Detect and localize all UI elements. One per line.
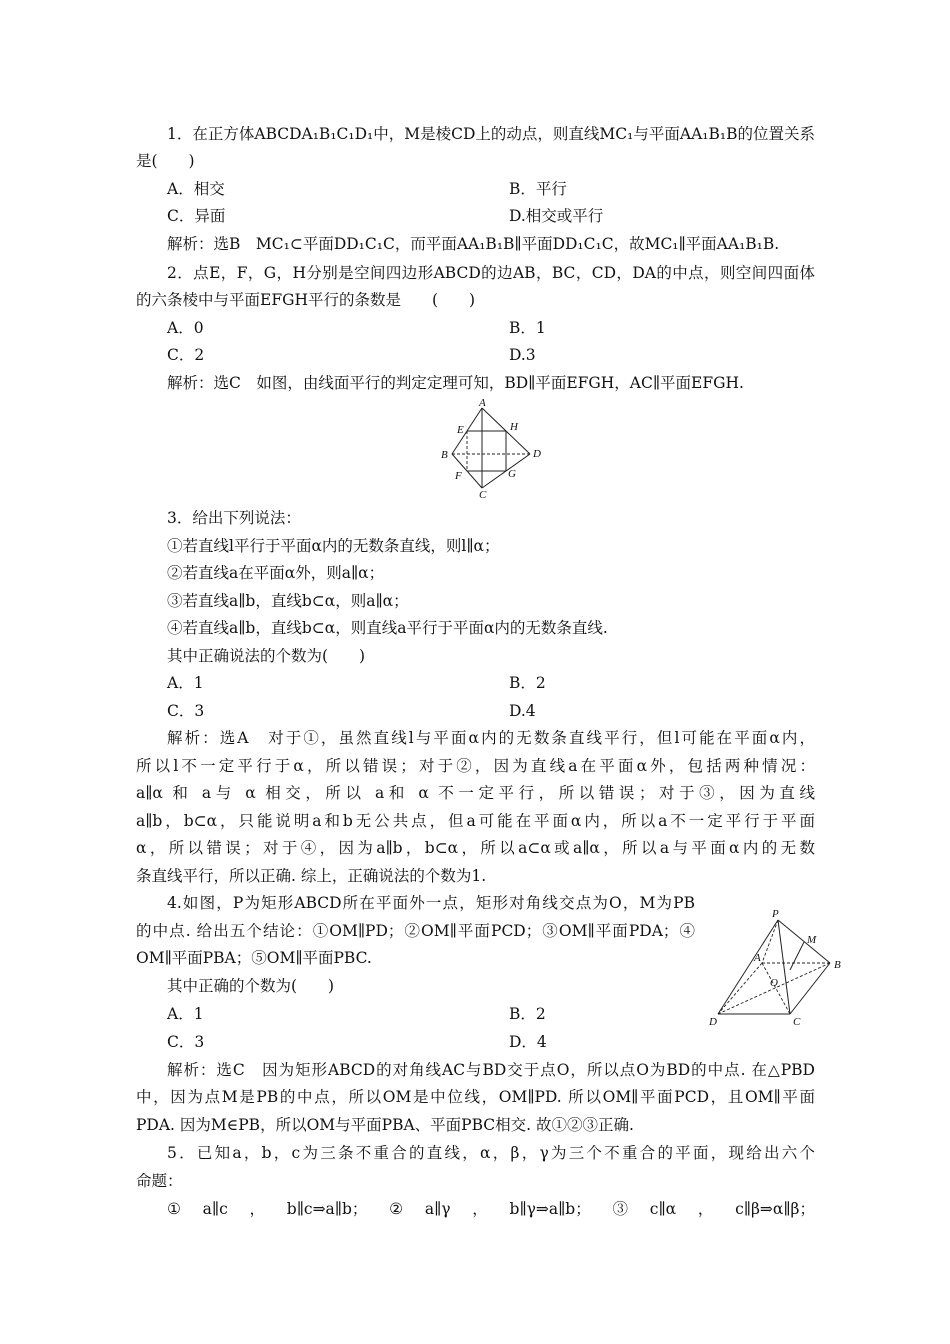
q1-option-b: B．平行 [509,180,567,198]
q4-stem-line2: 的中点. 给出五个结论：①OM∥PD；②OM∥平面PCD；③OM∥平面PDA；④ [136,922,695,940]
q3-solution-line2: 所以l不一定平行于α，所以错误；对于②，因为直线a在平面α外，包括两种情况： [136,757,815,775]
q4-fig-label-b: B [834,959,841,971]
q1-stem-line2: 是( ) [136,152,195,170]
q3-statement-1: ①若直线l平行于平面α内的无数条直线，则l∥α； [167,537,500,555]
q4-stem-line1: 4.如图，P为矩形ABCD所在平面外一点，矩形对角线交点为O，M为PB [167,894,695,912]
q3-statement-3: ③若直线a∥b，直线b⊂α，则a∥α； [167,592,409,610]
q4-fig-label-d: D [709,1016,717,1028]
q5-propositions-line: ①a∥c，b∥c⇒a∥b；②a∥γ，b∥γ⇒a∥b；③c∥α，c∥β⇒α∥β； [167,1200,815,1218]
q1-option-a: A．相交 [167,180,225,198]
q3-statement-4: ④若直线a∥b，直线b⊂α，则直线a平行于平面α内的无数条直线. [167,619,608,637]
q2-option-d: D.3 [509,346,536,364]
q2-fig-label-d: D [533,448,541,460]
q2-fig-label-a: A [479,397,486,409]
q4-pyramid-figure [706,906,854,1028]
q3-solution-line4: a∥b，b⊂α，只能说明a和b无公共点，但a可能在平面α内，所以a不一定平行于平面 [136,812,815,830]
q1-option-c: C．异面 [167,207,226,225]
q2-fig-label-e: E [457,424,464,436]
q2-tetrahedron-figure [436,396,548,500]
q1-stem-line1: 1．在正方体ABCDA₁B₁C₁D₁中，M是棱CD上的动点，则直线MC₁与平面AA₁B₁B的位置关系 [167,125,815,143]
q3-option-b: B．2 [509,674,546,692]
q3-stem: 3．给出下列说法： [167,509,301,527]
q3-question: 其中正确说法的个数为( ) [167,647,366,665]
q2-fig-label-b: B [441,449,448,461]
q2-fig-label-f: F [455,470,462,482]
q4-fig-label-p: P [772,908,779,920]
q3-solution-line6: 条直线平行，所以正确. 综上，正确说法的个数为1. [136,867,487,885]
q2-stem-line2: 的六条棱中与平面EFGH平行的条数是 ( ) [136,291,476,309]
q5-stem-line2: 命题： [136,1172,183,1190]
q2-stem-line1: 2．点E，F，G，H分别是空间四边形ABCD的边AB，BC，CD，DA的中点，则空间四面体 [167,264,815,282]
q3-solution-line1: 解析：选A 对于①，虽然直线l与平面α内的无数条直线平行，但l可能在平面α内， [167,729,815,747]
q3-statement-2: ②若直线a在平面α外，则a∥α； [167,564,385,582]
q4-question: 其中正确的个数为( ) [167,977,335,995]
q4-fig-label-c: C [793,1016,801,1028]
q1-solution: 解析：选B MC₁⊂平面DD₁C₁C，而平面AA₁B₁B∥平面DD₁C₁C，故MC₁∥平面AA₁B₁B. [167,235,780,253]
q4-fig-label-a: A [754,952,761,964]
q2-fig-label-c: C [479,489,487,500]
q4-stem-line3: OM∥平面PBA；⑤OM∥平面PBC. [136,949,372,967]
q3-option-d: D.4 [509,702,536,720]
q4-option-c: C．3 [167,1033,205,1051]
q2-fig-label-g: G [508,468,516,480]
q3-solution-line5: α，所以错误；对于④，因为a∥b，b⊂α，所以a⊂α或a∥α，所以a与平面α内的无数 [136,839,815,857]
q4-solution-line3: PDA. 因为M∈PB，所以OM与平面PBA、平面PBC相交. 故①②③正确. [136,1116,634,1134]
q3-option-c: C．3 [167,702,205,720]
q4-option-a: A．1 [167,1005,204,1023]
q4-solution-line2: 中，因为点M是PB的中点，所以OM是中位线，OM∥PD. 所以OM∥平面PCD，且OM∥平面 [136,1088,815,1106]
q4-option-b: B．2 [509,1005,546,1023]
q5-stem-line1: 5．已知a，b，c为三条不重合的直线，α，β，γ为三个不重合的平面，现给出六个 [167,1144,815,1162]
q2-option-c: C．2 [167,346,205,364]
q2-fig-label-h: H [510,421,518,433]
q2-solution: 解析：选C 如图，由线面平行的判定定理可知，BD∥平面EFGH，AC∥平面EFGH. [167,374,744,392]
q3-option-a: A．1 [167,674,204,692]
q4-fig-label-o: O [770,977,778,989]
q3-solution-line3: a∥α 和 a与 α 相交，所以 a和 α 不一定平行，所以错误；对于③，因为直线 [136,784,815,802]
q2-option-b: B．1 [509,319,546,337]
q1-option-d: D.相交或平行 [509,207,604,225]
q4-option-d: D．4 [509,1033,547,1051]
q4-fig-label-m: M [807,934,817,946]
q2-option-a: A．0 [167,319,204,337]
q4-solution-line1: 解析：选C 因为矩形ABCD的对角线AC与BD交于点O，所以点O为BD的中点. 在△PBD [167,1061,815,1079]
